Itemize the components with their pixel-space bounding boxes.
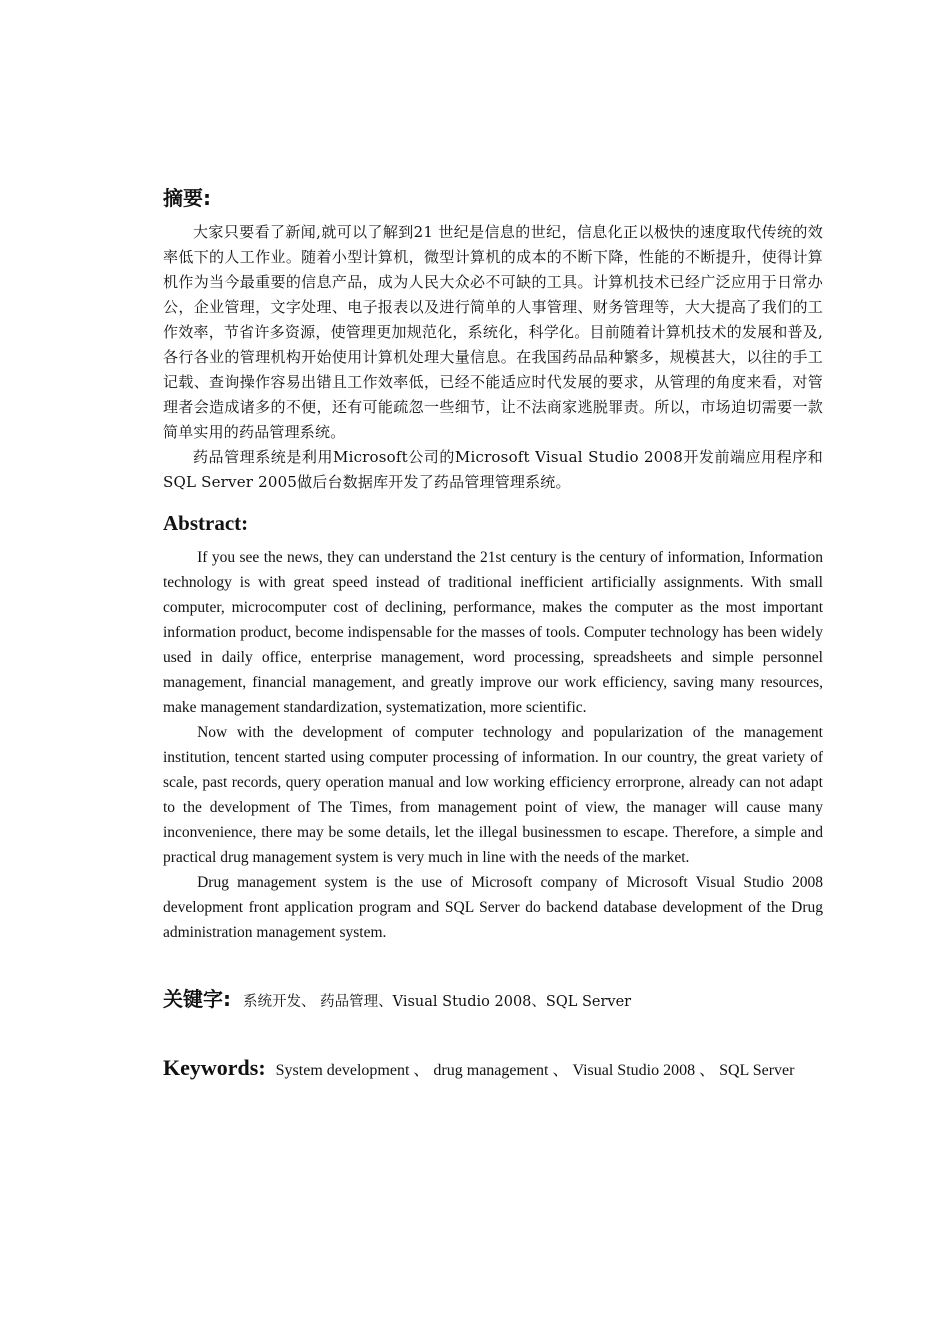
- abstract-cn-paragraph-2: 药品管理系统是利用Microsoft公司的Microsoft Visual Studio 2008开发前端应用程序和SQL Server 2005做后台数据库开发了药品管理管理系统。: [163, 448, 823, 491]
- abstract-cn-paragraph-1: 大家只要看了新闻,就可以了解到21 世纪是信息的世纪，信息化正以极快的速度取代传统的效率低下的人工作业。随着小型计算机，微型计算机的成本的不断下降，性能的不断提升，使得计算机作为当今最重要的信息产品，成为人民大众必不可缺的工具。计算机技术已经广泛应用于日常办公，企业管理，文字处理、电子报表以及进行简单的人事管理、财务管理等，大大提高了我们的工作效率，节省许多资源，使管理更加规范化，系统化，科学化。目前随着计算机技术的发展和普及,各行各业的管理机构开始使用计算机处理大量信息。在我国药品品种繁多，规模甚大，以往的手工记载、查询操作容易出错且工作效率低，已经不能适应时代发展的要求，从管理的角度来看，对管理者会造成诸多的不便，还有可能疏忽一些细节，让不法商家逃脱罪责。所以，市场迫切需要一款简单实用的药品管理系统。: [163, 223, 823, 441]
- keywords-cn-text: 系统开发、 药品管理、Visual Studio 2008、SQL Server: [243, 994, 632, 1010]
- abstract-en-heading: Abstract:: [163, 511, 249, 535]
- keywords-en-text: System development 、 drug management 、 Visual Studio 2008 、 SQL Server: [275, 1062, 795, 1079]
- abstract-cn-heading: 摘要:: [163, 186, 211, 210]
- abstract-en-paragraph-2: Now with the development of computer technology and popularization of the management institution, tencent started using computer processing of information. In our country, the great variety of scale, past records, query operation manual and low working efficiency errorprone, already can not adapt to the development of The Times, from management point of view, the manager will cause many inconvenience, there may be some details, let the illegal businessmen to escape. Therefore, a simple and practical drug management system is very much in line with the needs of the market.: [163, 724, 823, 866]
- keywords-en-label: Keywords:: [163, 1055, 266, 1080]
- keywords-cn-label: 关键字:: [163, 987, 231, 1011]
- abstract-en-paragraph-3: Drug management system is the use of Microsoft company of Microsoft Visual Studio 2008 development front application program and SQL Server do backend database development of the Drug administration management system.: [163, 874, 823, 941]
- keywords-en: [163, 1044, 823, 1095]
- keywords-cn: [163, 983, 823, 1012]
- document-page: [163, 184, 823, 1095]
- abstract-en-paragraph-1: If you see the news, they can understand the 21st century is the century of information, Information technology is with great speed instead of traditional inefficient artificially assignments. With small computer, microcomputer cost of declining, performance, makes the computer as the most important information product, become indispensable for the masses of tools. Computer technology has been widely used in daily office, enterprise management, word processing, spreadsheets and simple personnel management, financial management, and greatly improve our work efficiency, saving many resources, make management standardization, systematization, more scientific.: [163, 549, 823, 716]
